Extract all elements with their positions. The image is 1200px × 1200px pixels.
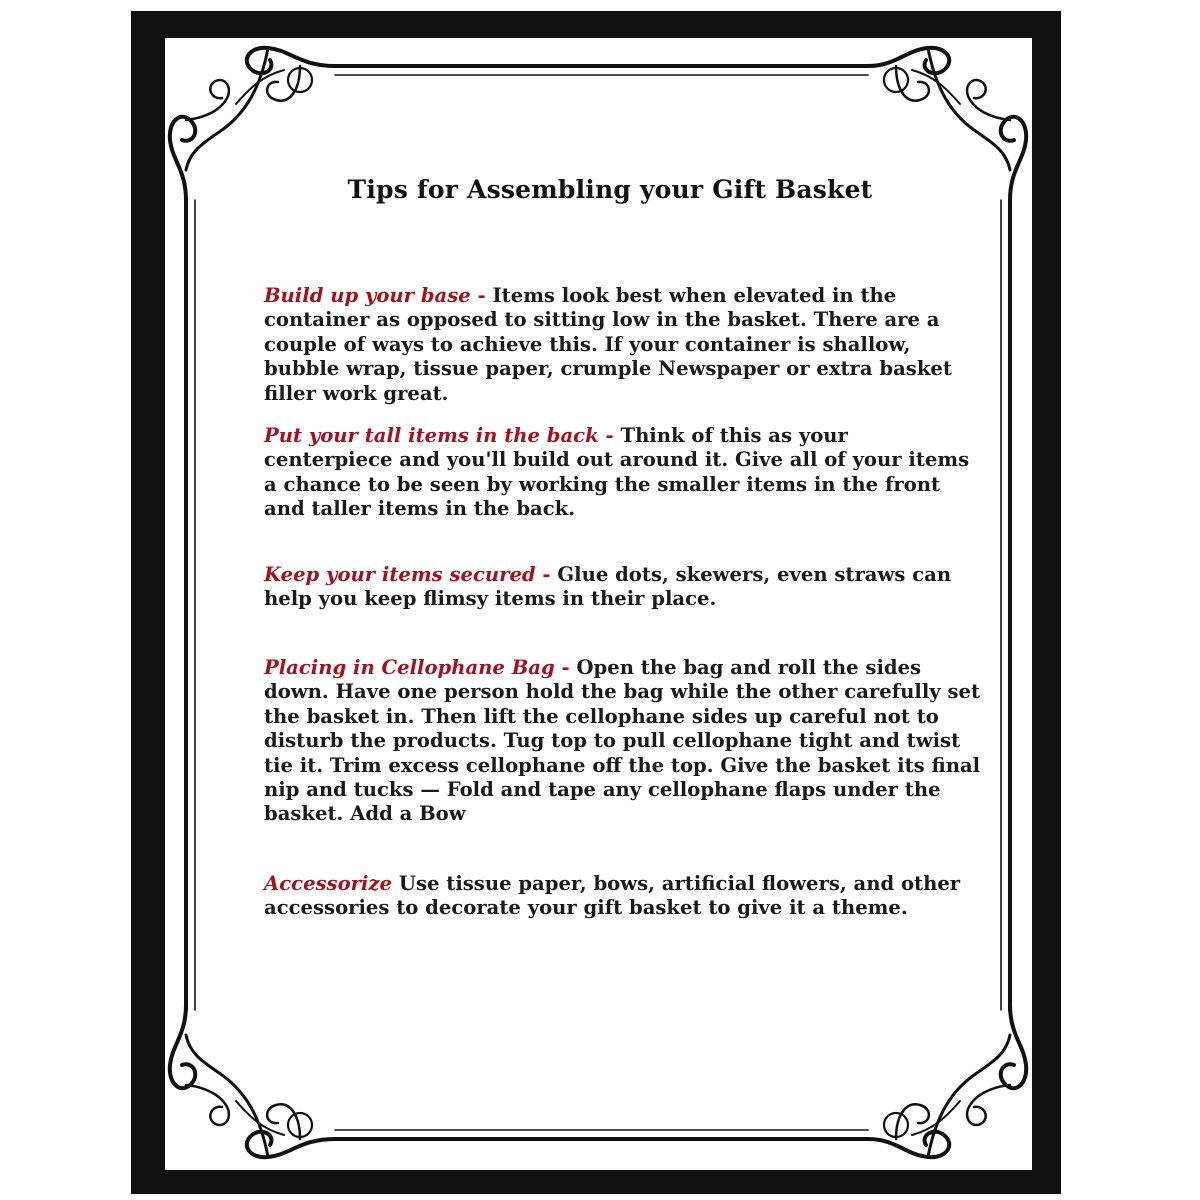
tip-accessorize xyxy=(264,872,982,921)
tip-cellophane-bag xyxy=(264,656,982,827)
tip-heading: Accessorize xyxy=(264,872,393,895)
tip-separator: - xyxy=(535,563,558,586)
tip-separator: - xyxy=(598,424,621,447)
tip-text: Think of this as your centerpiece and you'll build out around it. Give all of your items a chance to be seen by working the smaller items in the front and taller items in the back. xyxy=(264,424,970,521)
tip-text: Glue dots, skewers, even straws can help you keep flimsy items in their place. xyxy=(264,563,952,611)
corner-flourish-bottom-left xyxy=(170,1005,335,1157)
tip-separator: - xyxy=(554,656,577,679)
tip-build-up-base xyxy=(264,284,982,406)
tip-separator: - xyxy=(470,284,493,307)
tip-text: Items look best when elevated in the container as opposed to sitting low in the basket. There are a couple of ways to achieve this. If your container is shallow, bubble wrap, tissue paper, crumple Newspaper or extra basket filler work great. xyxy=(264,284,952,405)
tip-tall-items-back xyxy=(264,424,982,522)
corner-flourish-bottom-right xyxy=(868,1005,1026,1157)
tip-heading: Keep your items secured xyxy=(264,563,536,586)
tip-keep-items-secured xyxy=(264,563,982,612)
tip-text: Open the bag and roll the sides down. Have one person hold the bag while the other carefully set the basket in. Then lift the cellophane sides up careful not to disturb the products. Tug top to pull cellophane tight and twist tie it. Trim excess cellophane off the top. Give the basket its final nip and tucks — Fold and tape any cellophane flaps under the basket. Add a Bow xyxy=(264,656,981,826)
page-title: Tips for Assembling your Gift Basket xyxy=(347,175,873,204)
tip-separator xyxy=(392,872,399,895)
tip-text: Use tissue paper, bows, artificial flowers, and other accessories to decorate your gift basket to give it a theme. xyxy=(264,872,961,920)
tip-heading: Placing in Cellophane Bag xyxy=(264,656,555,679)
tip-heading: Build up your base xyxy=(264,284,471,307)
tip-heading: Put your tall items in the back xyxy=(264,424,599,447)
